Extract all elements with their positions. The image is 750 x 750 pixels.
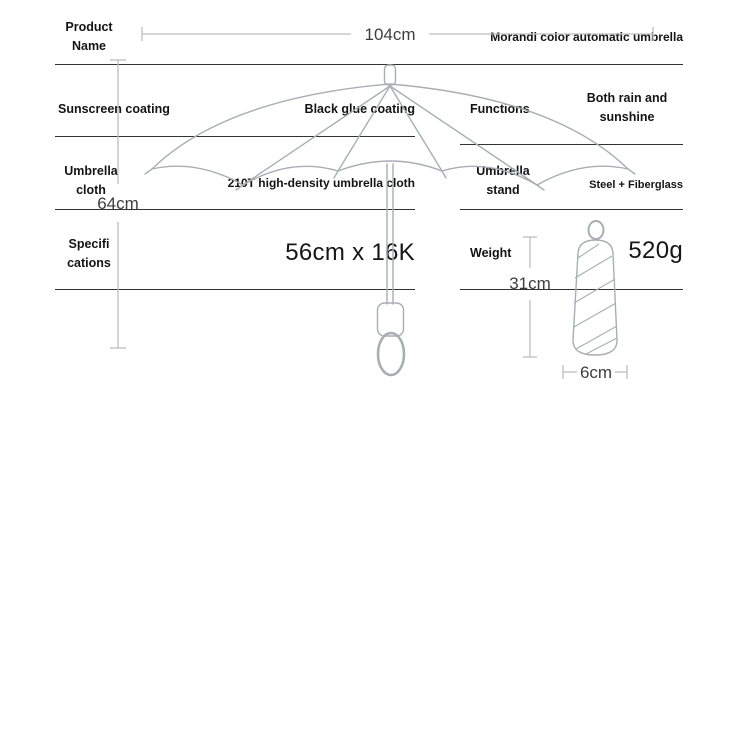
folded-umbrella-drawing — [573, 221, 617, 355]
umbrella-shaft — [387, 164, 393, 304]
umbrella-handle — [378, 303, 404, 336]
open-umbrella-drawing — [145, 65, 635, 375]
open-height-dimension — [97, 60, 139, 348]
spec-value-umbrella-cloth: 210T high-density umbrella cloth — [227, 176, 415, 190]
umbrella-canopy-top — [152, 84, 628, 169]
spec-label-sunscreen-coating: Sunscreen coating — [58, 102, 170, 116]
spec-label-umbrella-stand: Umbrella stand — [476, 164, 530, 197]
umbrella-ferrule — [385, 65, 396, 85]
open-height-label: 64cm — [97, 194, 139, 213]
spec-value-functions: Both rain and sunshine — [586, 91, 668, 125]
spec-value-specifications: 56cm x 16K — [285, 239, 415, 266]
umbrella-strap-loop — [378, 333, 404, 375]
folded-height-dimension — [509, 237, 551, 357]
product-name-value: Morandi color automatic umbrella — [490, 30, 683, 44]
product-name-label: Product Name — [65, 20, 113, 53]
umbrella-canopy-edge — [152, 161, 628, 185]
folded-strap-loop — [589, 221, 604, 239]
spec-value-weight: 520g — [628, 237, 683, 264]
spec-value-sunscreen-coating: Black glue coating — [304, 102, 415, 116]
spec-label-weight: Weight — [470, 246, 512, 260]
spec-label-functions: Functions — [470, 102, 530, 116]
folded-height-label: 31cm — [509, 274, 551, 293]
folded-wrap-lines — [574, 244, 617, 354]
umbrella-rib-tips — [145, 169, 635, 190]
open-width-dimension — [142, 25, 653, 44]
folded-width-label: 6cm — [579, 363, 613, 382]
spec-value-umbrella-stand: Steel + Fiberglass — [589, 179, 683, 191]
spec-label-umbrella-cloth: Umbrella cloth — [64, 164, 118, 197]
spec-label-specifications: Specifi cations — [67, 237, 111, 270]
open-width-label: 104cm — [364, 25, 416, 44]
folded-width-dimension — [563, 363, 627, 382]
